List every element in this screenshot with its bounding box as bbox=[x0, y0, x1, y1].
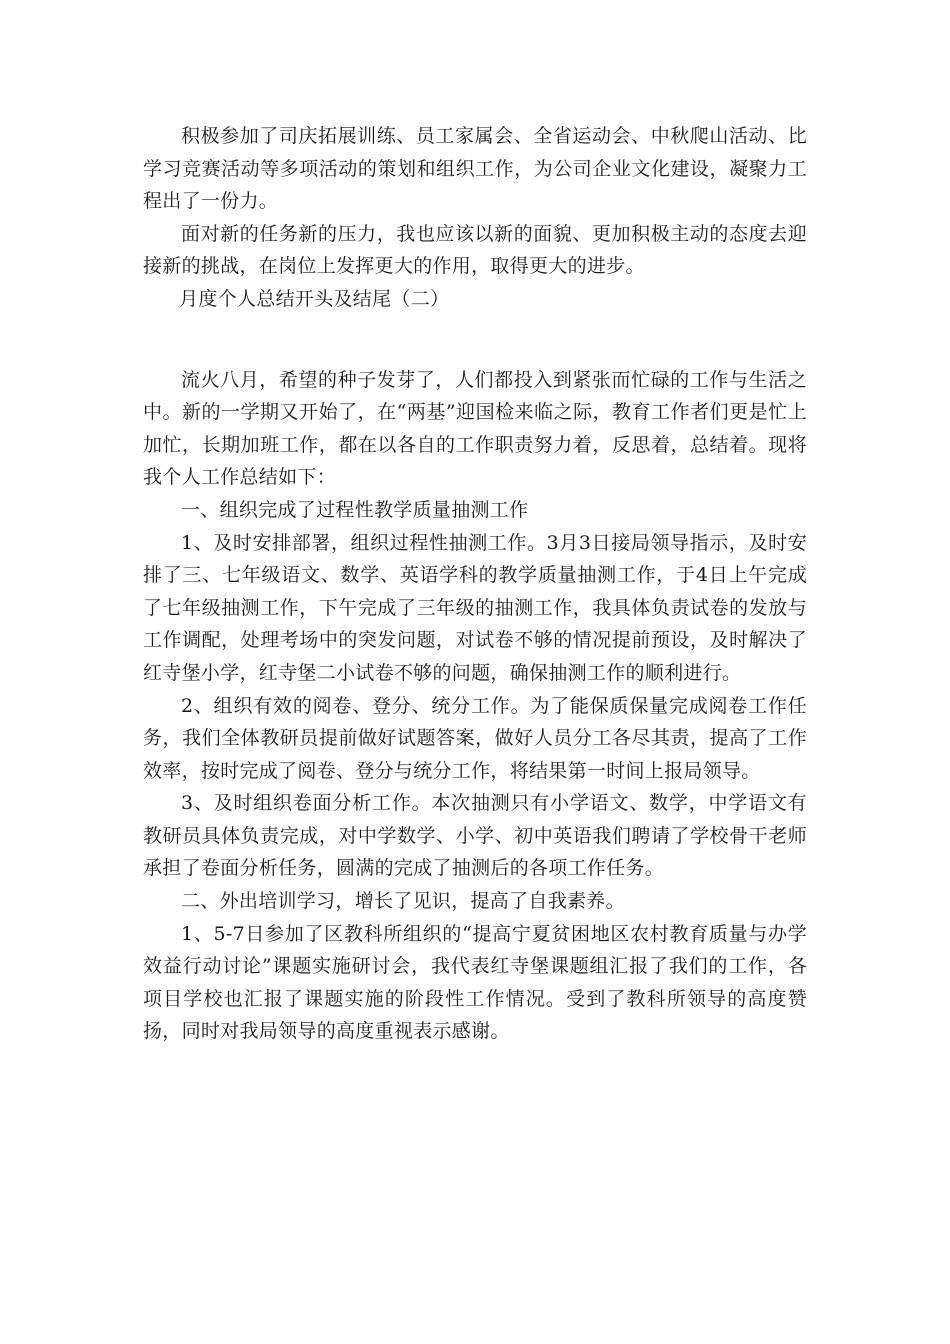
section-title: 月度个人总结开头及结尾（二） bbox=[179, 287, 450, 310]
paragraph-item-3: 3、及时组织卷面分析工作。本次抽测只有小学语文、数学，中学语文有教研员具体负责完成，对中学数学、小学、初中英语我们聘请了学校骨干老师承担了卷面分析任务，圆满的完成了抽测后的各项工作任务。 bbox=[143, 792, 807, 880]
paragraph-intro: 流火八月，希望的种子发芽了，人们都投入到紧张而忙碌的工作与生活之中。新的一学期又开始了，在“两基”迎国检来临之际，教育工作者们更是忙上加忙，长期加班工作，都在以各自的工作职责努力着，反思着，总结着。现将我个人工作总结如下： bbox=[143, 368, 807, 489]
paragraph-activities: 积极参加了司庆拓展训练、员工家属会、全省运动会、中秋爬山活动、比学习竞赛活动等多项活动的策划和组织工作，为公司企业文化建设，凝聚力工程出了一份力。 bbox=[143, 125, 807, 213]
document-body bbox=[143, 120, 807, 1048]
blank-gap bbox=[143, 316, 807, 364]
paragraph-training: 1、5-7日参加了区教科所组织的“提高宁夏贫困地区农村教育质量与办学效益行动讨论”课题实施研讨会，我代表红寺堡课题组汇报了我们的工作，各项目学校也汇报了课题实施的阶段性工作情况。受到了教科所领导的高度赞扬，同时对我局领导的高度重视表示感谢。 bbox=[143, 922, 807, 1043]
paragraph-item-2: 2、组织有效的阅卷、登分、统分工作。为了能保质保量完成阅卷工作任务，我们全体教研员提前做好试题答案，做好人员分工各尽其责，提高了工作效率，按时完成了阅卷、登分与统分工作，将结果第一时间上报局领导。 bbox=[143, 694, 807, 782]
heading-two: 二、外出培训学习，增长了见识，提高了自我素养。 bbox=[181, 890, 625, 913]
heading-one: 一、组织完成了过程性教学质量抽测工作 bbox=[181, 498, 529, 521]
paragraph-new-challenges: 面对新的任务新的压力，我也应该以新的面貌、更加积极主动的态度去迎接新的挑战，在岗位上发挥更大的作用，取得更大的进步。 bbox=[143, 222, 807, 278]
paragraph-item-1: 1、及时安排部署，组织过程性抽测工作。3月3日接局领导指示，及时安排了三、七年级语文、数学、英语学科的教学质量抽测工作，于4日上午完成了七年级抽测工作，下午完成了三年级的抽测工作，我具体负责试卷的发放与工作调配，处理考场中的突发问题，对试卷不够的情况提前预设，及时解决了红寺堡小学，红寺堡二小试卷不够的问题，确保抽测工作的顺利进行。 bbox=[143, 531, 807, 684]
